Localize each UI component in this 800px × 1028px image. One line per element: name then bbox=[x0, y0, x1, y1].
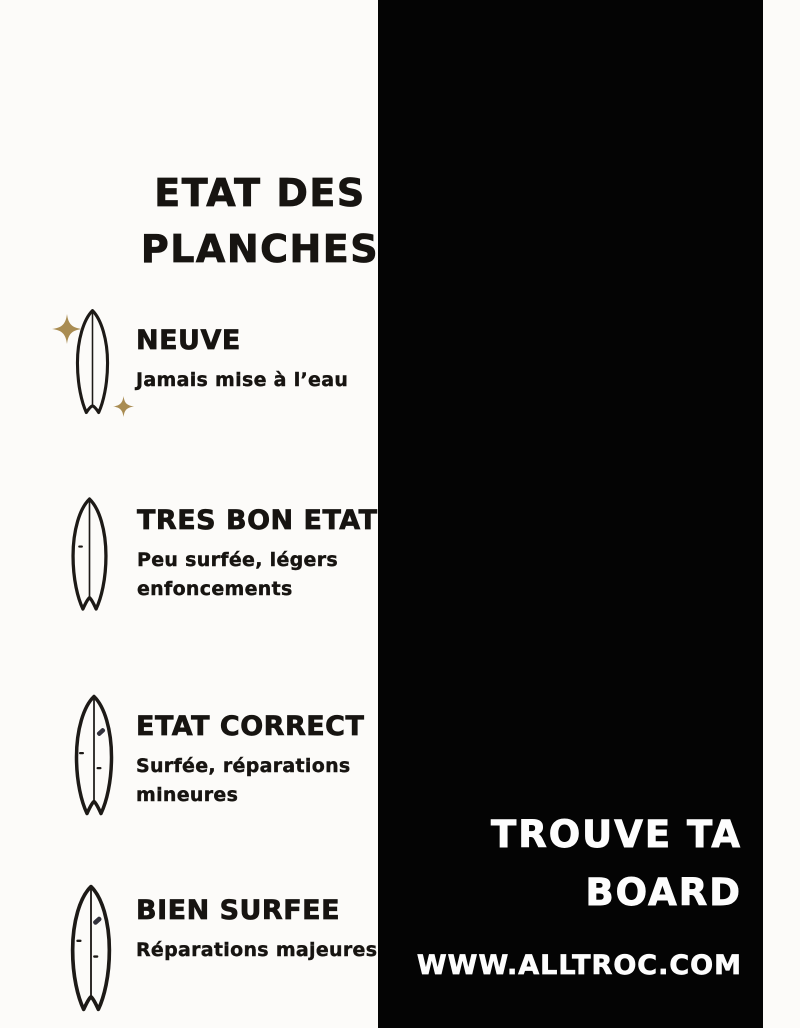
ding-mark bbox=[78, 546, 83, 548]
condition-description: Réparations majeures bbox=[136, 938, 378, 961]
page-title bbox=[135, 166, 385, 278]
repair-patch-mark bbox=[92, 916, 102, 926]
condition-description: Peu surfée, légers bbox=[137, 548, 338, 571]
surfboard-heavy-wear-icon bbox=[64, 884, 118, 1016]
surfboard-outline bbox=[68, 694, 120, 816]
tagline bbox=[417, 806, 742, 922]
condition-description: mineures bbox=[136, 784, 239, 807]
surfboard-moderate-wear-icon bbox=[68, 694, 120, 820]
sparkle-icon bbox=[52, 314, 82, 344]
ding-mark bbox=[79, 752, 84, 754]
condition-label: BIEN SURFEE bbox=[136, 895, 341, 926]
website-url: WWW.ALLTROC.COM bbox=[416, 950, 742, 982]
tagline-line-1: TROUVE TA bbox=[490, 813, 742, 856]
condition-label: ETAT CORRECT bbox=[136, 711, 365, 742]
title-line-1: ETAT DES bbox=[154, 171, 366, 215]
condition-label: NEUVE bbox=[136, 325, 241, 356]
condition-item-etat-correct bbox=[68, 694, 364, 820]
condition-item-bien-surfee bbox=[64, 884, 377, 1016]
ding-mark bbox=[93, 955, 98, 957]
condition-item-neuve bbox=[52, 308, 348, 418]
surfboard-light-wear-icon bbox=[66, 496, 113, 616]
ding-mark bbox=[76, 940, 81, 942]
tagline-line-2: BOARD bbox=[585, 871, 742, 915]
condition-description: Jamais mise à l’eau bbox=[136, 368, 349, 391]
condition-label: TRES BON ETAT bbox=[137, 505, 378, 536]
sparkle-icon bbox=[113, 396, 134, 417]
surfboard-outline bbox=[64, 884, 118, 1012]
ding-mark bbox=[97, 767, 102, 769]
surfboard-new-icon bbox=[52, 308, 136, 418]
surfboard-outline bbox=[66, 496, 113, 612]
condition-description: enfoncements bbox=[137, 578, 293, 601]
promo-block bbox=[417, 806, 742, 981]
title-line-2: PLANCHES bbox=[140, 226, 380, 271]
repair-patch-mark bbox=[96, 727, 106, 736]
condition-item-tres-bon-etat bbox=[66, 496, 378, 616]
condition-description: Surfée, réparations bbox=[136, 754, 351, 777]
